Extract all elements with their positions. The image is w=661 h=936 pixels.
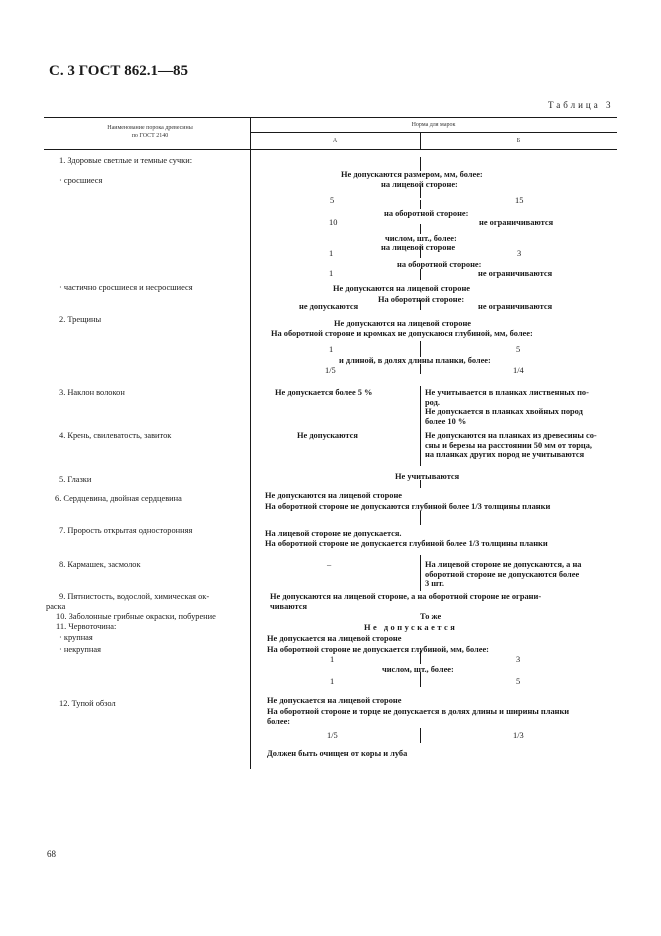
norm-text: Не допускаются на планках из древесины со- сны и березы на расстоянии 50 мм от торца, на планках других пород не учитываются	[425, 431, 597, 460]
norm-text: не допускаются	[299, 302, 359, 311]
norm-text: не ограничиваются	[478, 302, 553, 311]
norm-text: На лицевой стороне не допускается.	[265, 529, 402, 538]
column-divider	[250, 117, 251, 769]
row-1a-label: · сросшиеся	[59, 176, 103, 185]
norm-value: 1/5	[327, 731, 338, 740]
norm-text: и длиной, в долях длины планки, более:	[339, 356, 491, 365]
row-11-label: 11. Червоточина:	[56, 622, 117, 631]
table-header-rule	[44, 149, 617, 150]
norm-value: 15	[515, 196, 524, 205]
norm-text: на оборотной стороне:	[397, 260, 482, 269]
norm-text: на лицевой стороне	[381, 243, 456, 252]
row-11a-label: · крупная	[59, 633, 93, 642]
norm-value: 5	[516, 677, 521, 686]
norm-text: Не допускаются	[297, 431, 358, 440]
norm-text: Не учитываются	[395, 472, 460, 481]
row-2-label: 2. Трещины	[59, 315, 102, 324]
norm-value: 5	[330, 196, 335, 205]
row-10-label: 10. Заболонные грибные окраски, побурение	[56, 612, 216, 621]
norm-text: На оборотной стороне и кромках не допускаюся глубиной, мм, более:	[271, 329, 533, 338]
norm-value: 1	[330, 655, 335, 664]
norm-text: Не допускаются размером, мм, более:	[341, 170, 483, 179]
norm-text: Не учитывается в планках лиственных по- род. Не допускается в планках хвойных пород более 10 %	[425, 388, 589, 426]
norm-value: 3	[517, 249, 522, 258]
norm-text: На оборотной стороне не допускается глубиной более 1/3 толщины планки	[265, 539, 548, 548]
row-11b-label: · некрупная	[59, 645, 101, 654]
norm-text: Не допускаются на лицевой стороне	[334, 319, 471, 328]
norm-value: 1/3	[513, 731, 524, 740]
norm-value: 1	[329, 269, 334, 278]
row-9-label-2: раска	[46, 602, 66, 611]
header-grade-b: Б	[516, 138, 521, 144]
row-7-label: 7. Прорость открытая односторонняя	[59, 526, 193, 535]
norm-text: Не допускаются на лицевой стороне	[333, 284, 470, 293]
norm-text: Не допускается более 5 %	[275, 388, 373, 397]
row-5-label: 5. Глазки	[59, 475, 92, 484]
row-3-label: 3. Наклон волокон	[59, 388, 125, 397]
norm-subheader-rule	[250, 132, 617, 133]
page-number: 68	[47, 849, 56, 859]
norm-text: Не допускается	[364, 623, 458, 632]
norm-text: на лицевой стороне:	[381, 180, 458, 189]
row-9-label-1: 9. Пятнистость, водослой, химическая ок-	[59, 592, 210, 601]
norm-text: не ограничиваются	[478, 269, 553, 278]
norm-value: 1	[329, 345, 334, 354]
page-header: С. 3 ГОСТ 862.1—85	[49, 63, 188, 79]
norm-text: на оборотной стороне:	[384, 209, 469, 218]
row-4-label: 4. Крень, свилеватость, завиток	[59, 431, 172, 440]
norm-text: не ограничиваются	[479, 218, 554, 227]
norm-text: числом, шт., более:	[382, 665, 454, 674]
header-norm: Норма для марок	[411, 122, 456, 128]
norm-value: 1	[330, 677, 335, 686]
norm-text: Должен быть очищен от коры и луба	[267, 749, 408, 758]
table-top-rule	[44, 117, 617, 118]
norm-text: числом, шт., более:	[385, 234, 457, 243]
row-1-label: 1. Здоровые светлые и темные сучки:	[59, 156, 193, 165]
norm-value: 1	[329, 249, 334, 258]
header-grade-a: А	[332, 138, 338, 144]
norm-value: 3	[516, 655, 521, 664]
row-1b-label: · частично сросшиеся и несросшиеся	[59, 283, 193, 292]
header-defect-name: Наименование порока древесины по ГОСТ 2140	[107, 125, 193, 139]
norm-value: 5	[516, 345, 521, 354]
norm-text: –	[327, 560, 332, 569]
norm-text: Не допускаются на лицевой стороне, а на оборотной стороне не ограни- чиваются	[270, 592, 542, 611]
norm-text: На оборотной стороне:	[378, 295, 465, 304]
row-12-label: 12. Тупой обзол	[59, 699, 116, 708]
norm-text: То же	[420, 612, 442, 621]
norm-value: 1/4	[513, 366, 524, 375]
norm-text: На оборотной стороне и торце не допускается в долях длины и ширины планки более:	[267, 707, 570, 726]
norm-text: На оборотной стороне не допускаются глубиной более 1/3 толщины планки	[265, 502, 551, 511]
norm-text: На оборотной стороне не допускается глубиной, мм, более:	[267, 645, 489, 654]
table-label: Таблица 3	[548, 100, 614, 110]
norm-value: 10	[329, 218, 338, 227]
norm-text: Не допускается на лицевой стороне	[267, 696, 402, 705]
norm-text: Не допускается на лицевой стороне	[267, 634, 402, 643]
norm-text: Не допускаются на лицевой стороне	[265, 491, 402, 500]
row-6-label: 6. Сердцевина, двойная сердцевина	[55, 494, 182, 503]
norm-value: 1/5	[325, 366, 336, 375]
row-8-label: 8. Кармашек, засмолок	[59, 560, 141, 569]
norm-text: На лицевой стороне не допускаются, а на оборотной стороне не допускаются более 3 шт.	[425, 560, 582, 589]
